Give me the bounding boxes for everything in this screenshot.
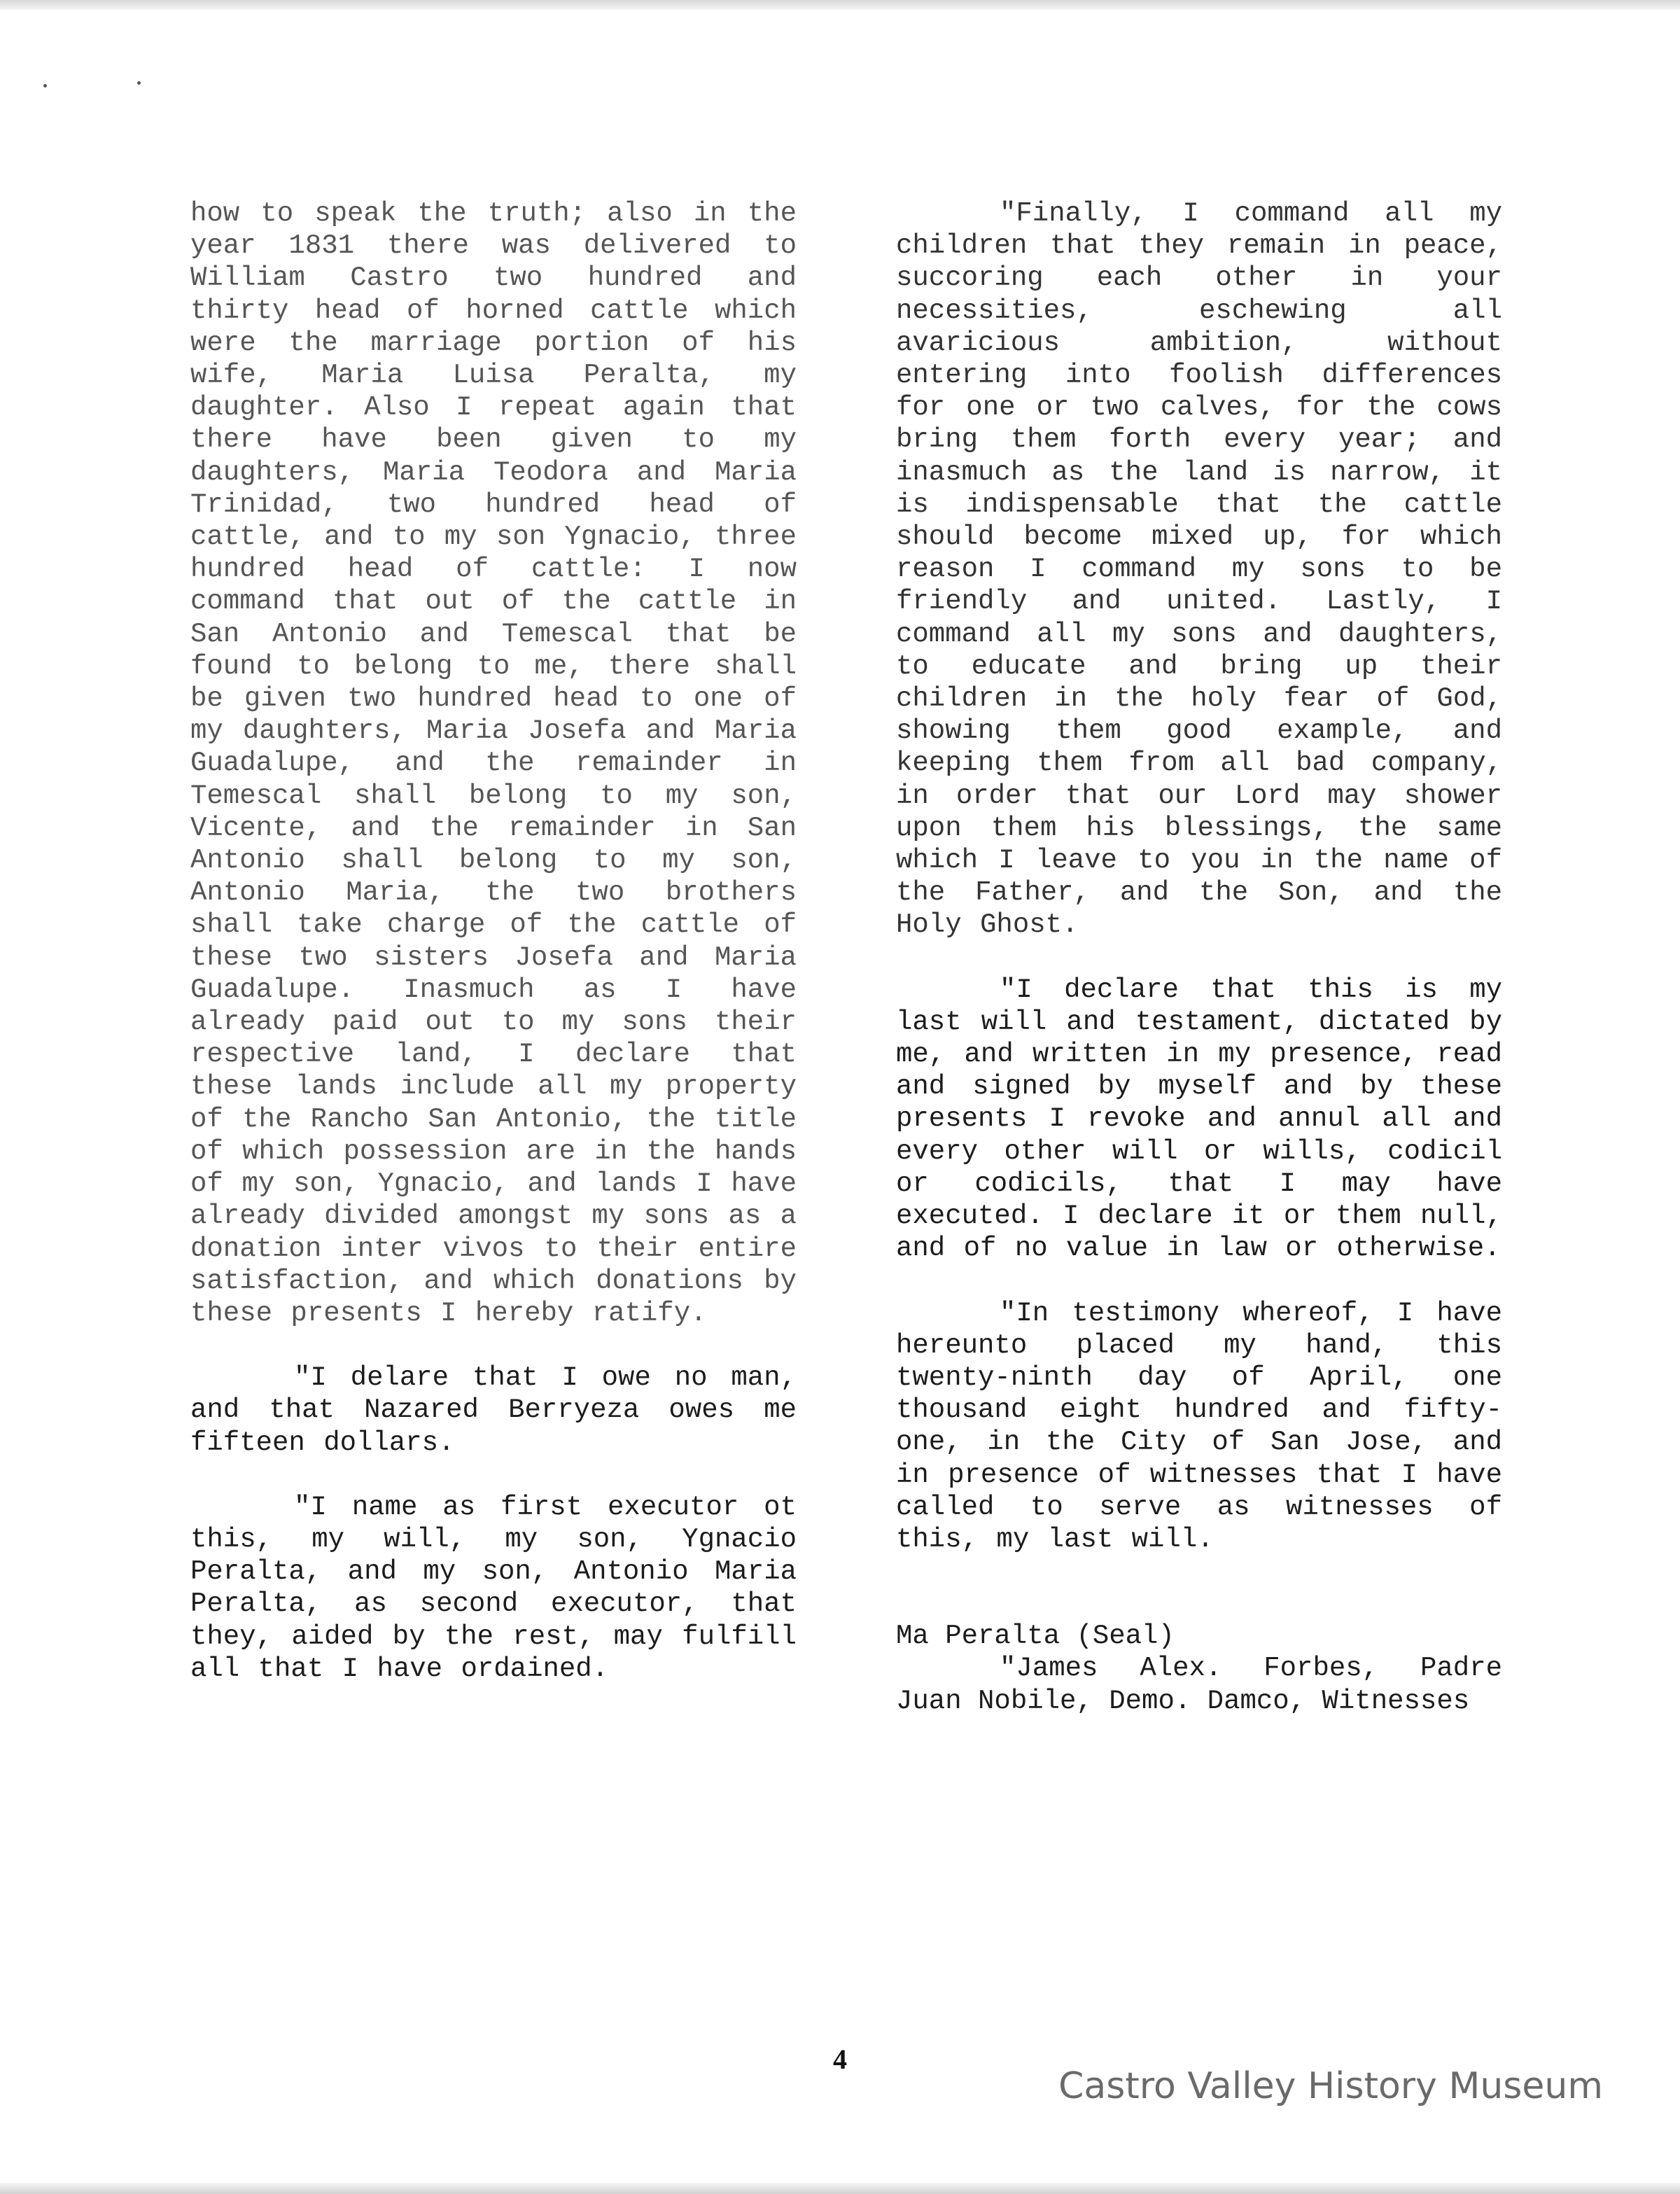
witnesses-line: "James Alex. Forbes, Padre Juan Nobile, Demo. Damco, Witnesses [896,1653,1502,1717]
right-paragraph-declaration: "I declare that this is my last will and testament, dictated by me, and written in my presence, read and signed by myself and by these presents I revoke and annul all and every other will or wills, codicil or codicils, that I may have executed. I declare it or them null, and of no value in law or otherwise. [896,974,1502,1264]
scan-speck [137,81,141,85]
right-paragraph-commands: "Finally, I command all my children that they remain in peace, succoring each other in your necessities, eschewing all avaricious ambition, without entering into foolish differences for one or two calves, for the cows bring them forth every year; and inasmuch as the land is narrow, it is indispensable that the cattle should become mixed up, for which reason I command my sons to be friendly and united. Lastly, I command all my sons and daughters, to educate and bring up their children in the holy fear of God, showing them good example, and keeping them from all bad company, in order that our Lord may shower upon them his blessings, the same which I leave to you in the name of the Father, and the Son, and the Holy Ghost. [896,198,1502,941]
right-column [896,197,1502,1717]
museum-watermark: Castro Valley History Museum [1058,2065,1603,2107]
left-column [190,197,797,1717]
scan-edge-bottom [0,2183,1680,2194]
scan-edge-top [0,0,1680,10]
right-paragraph-testimony: "In testimony whereof, I have hereunto placed my hand, this twenty-ninth day of April, one thousand eight hundred and fifty-one, in the City of San Jose, and in presence of witnesses that I have called to serve as witnesses of this, my last will. [896,1297,1502,1555]
scan-speck [43,84,47,88]
left-paragraph-debts: "I delare that I owe no man, and that Nazared Berryeza owes me fifteen dollars. [190,1362,797,1458]
signature-line: Ma Peralta (Seal) [896,1621,1175,1652]
signature-block [896,1620,1502,1717]
left-paragraph-executors: "I name as first executor ot this, my will, my son, Ygnacio Peralta, and my son, Antonio Maria Peralta, as second executor, that they, aided by the rest, may fulfill all that I have ordained. [190,1491,797,1684]
left-paragraph-cattle: how to speak the truth; also in the year 1831 there was delivered to William Castro two hundred and thirty head of horned cattle which were the marriage portion of his wife, Maria Luisa Peralta, my daughter. Also I repeat again that there have been given to my daughters, Maria Teodora and Maria Trinidad, two hundred head of cattle, and to my son Ygnacio, three hundred head of cattle: I now command that out of the cattle in San Antonio and Temescal that be found to belong to me, there shall be given two hundred head to one of my daughters, Maria Josefa and Maria Guadalupe, and the remainder in Temescal shall belong to my son, Vicente, and the remainder in San Antonio shall belong to my son, Antonio Maria, the two brothers shall take charge of the cattle of these two sisters Josefa and Maria Guadalupe. Inasmuch as I have already paid out to my sons their respective land, I declare that these lands include all my property of the Rancho San Antonio, the title of which possession are in the hands of my son, Ygnacio, and lands I have already divided amongst my sons as a donation inter vivos to their entire satisfaction, and which donations by these presents I hereby ratify. [190,198,797,1329]
page-number: 4 [833,2043,847,2075]
